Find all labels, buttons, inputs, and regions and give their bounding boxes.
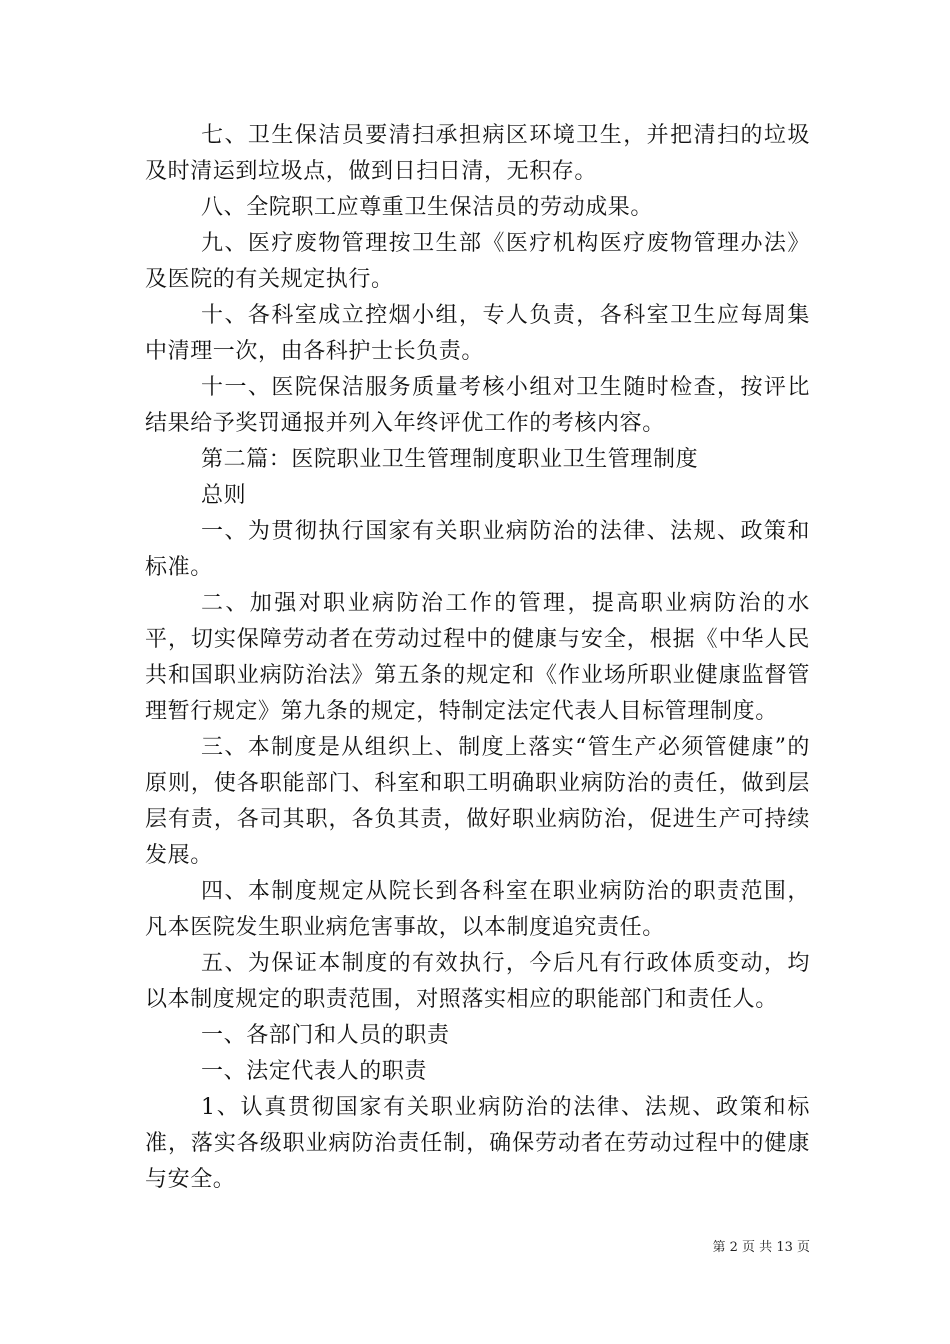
page-number-footer: 第 2 页 共 13 页: [712, 1240, 810, 1255]
section-heading: 一、各部门和人员的职责: [201, 1023, 450, 1048]
paragraph: 九、医疗废物管理按卫生部《医疗机构医疗废物管理办法》及医院的有关规定执行。: [145, 231, 810, 292]
paragraph: 二、加强对职业病防治工作的管理，提高职业病防治的水平，切实保障劳动者在劳动过程中的健康与安全，根据《中华人民共和国职业病防治法》第五条的规定和《作业场所职业健康监督管理暂行规定》第九条的规定，特制定法定代表人目标管理制度。: [145, 591, 810, 724]
paragraph: 四、本制度规定从院长到各科室在职业病防治的职责范围，凡本医院发生职业病危害事故，以本制度追究责任。: [145, 879, 810, 940]
paragraph: 五、为保证本制度的有效执行，今后凡有行政体质变动，均以本制度规定的职责范围，对照落实相应的职能部门和责任人。: [145, 951, 810, 1012]
paragraph: 一、为贯彻执行国家有关职业病防治的法律、法规、政策和标准。: [145, 519, 810, 580]
paragraph: 三、本制度是从组织上、制度上落实“管生产必须管健康”的原则，使各职能部门、科室和职工明确职业病防治的责任，做到层层有责，各司其职，各负其责，做好职业病防治，促进生产可持续发展。: [145, 735, 810, 868]
section-heading: 一、法定代表人的职责: [201, 1059, 428, 1084]
paragraph: 八、全院职工应尊重卫生保洁员的劳动成果。: [201, 195, 654, 220]
paragraph: 十、各科室成立控烟小组，专人负责，各科室卫生应每周集中清理一次，由各科护士长负责。: [145, 303, 810, 364]
paragraph: 七、卫生保洁员要清扫承担病区环境卫生，并把清扫的垃圾及时清运到垃圾点，做到日扫日清，无积存。: [145, 123, 810, 184]
paragraph: 十一、医院保洁服务质量考核小组对卫生随时检查，按评比结果给予奖罚通报并列入年终评优工作的考核内容。: [145, 375, 810, 436]
document-body: [145, 118, 810, 1198]
section-heading: 总则: [201, 483, 247, 508]
paragraph: 1、认真贯彻国家有关职业病防治的法律、法规、政策和标准，落实各级职业病防治责任制，确保劳动者在劳动过程中的健康与安全。: [145, 1095, 810, 1192]
section-heading: 第二篇：医院职业卫生管理制度职业卫生管理制度: [201, 447, 699, 472]
